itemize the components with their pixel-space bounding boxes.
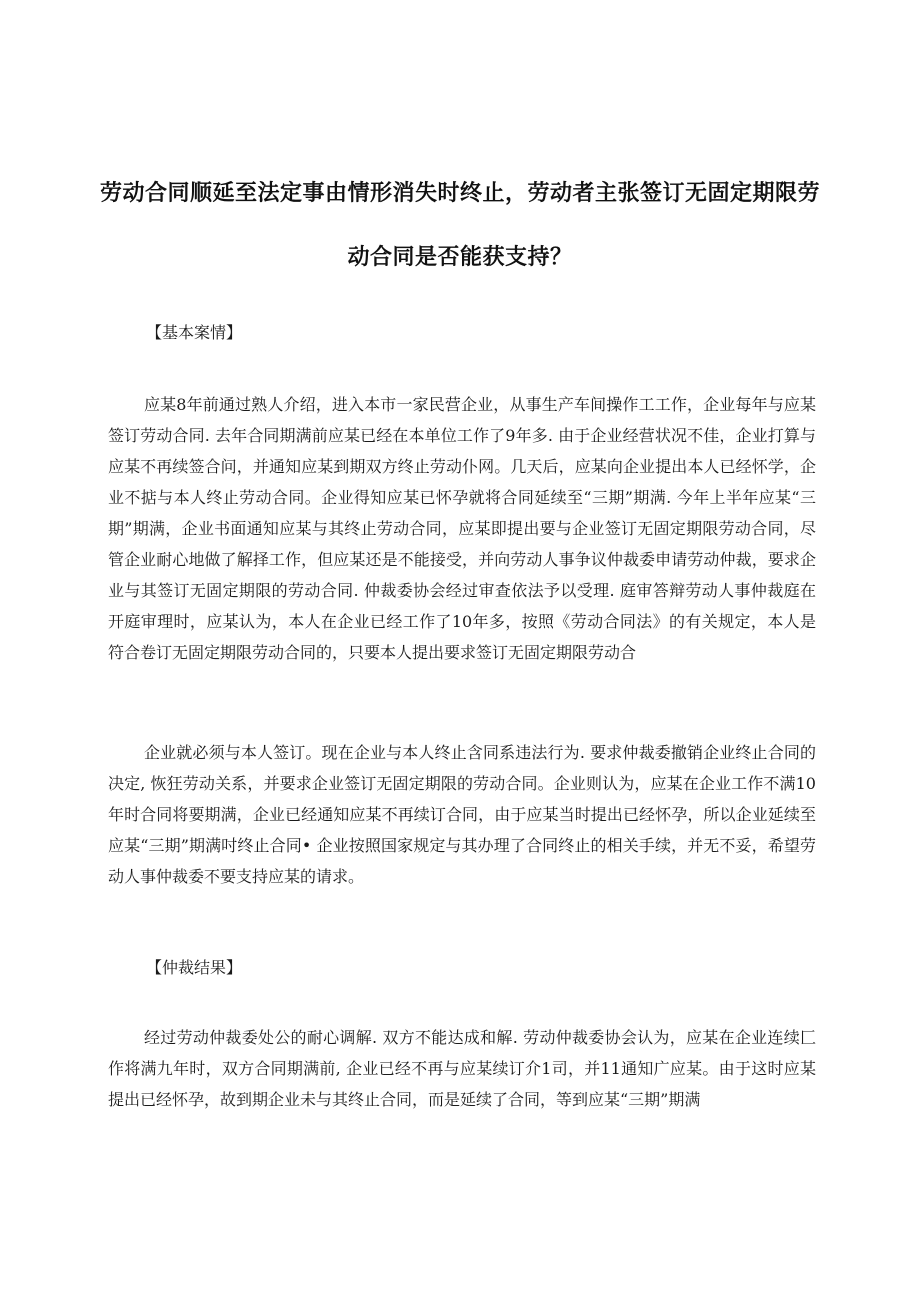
basic-facts-heading: 【基本案情】 — [146, 323, 243, 342]
basic-facts-paragraph-2: 企业就必须与本人签订。现在企业与本人终止含同系违法行为. 要求仲裁委撤销企业终止合同的决定, 恢狂劳动关系，并要求企业签订无固定期限的劳动合同。企业则认为，应某在企业工作不满10年时合同将要期满，企业已经通知应某不再续订合同，由于应某当时提出已经怀孕，所以企业延续至应某“三期”期满吋终止合同• 企业按照国家规定与其办理了合同终止的相关手续，并无不妥，希望劳动人事仲裁委不要支持应某的请求。 — [108, 743, 816, 886]
document-title-line-2: 动合同是否能获支持？ — [347, 245, 573, 270]
arbitration-result-heading: 【仲裁结果】 — [146, 958, 243, 977]
basic-facts-paragraph-1: 应某8年前通过熟人介绍，进入本市一家民营企业，从事生产车间操作工工作，企业每年与应某签订劳动合同. 去年合同期满前应某已经在本单位工作了9年多. 由于企业经营状况不佳，企业打算与应某不再续签合问，并通知应某到期双方终止劳动仆网。几天后，应某向企业提出本人已经怀学，企业不掂与本人终止劳动合同。企业得知应某已怀孕就将合同延续至“三期”期满. 今年上半年应某“三期”期满，企业书面通知应某与其终止劳动合同，应某即提出要与企业签订无固定期限劳动合同，尽管企业耐心地做了解择工作，但应某还是不能接受，并向劳动人事争议仲裁委申请劳动仲裁，要求企业与其签订无固定期限的劳动合同. 仲裁委协会经过审查依法予以受理. 庭审答辩劳动人事仲裁庭在开庭审理时，应某认为，本人在企业已经工作了10年多，按照《劳动合同法》的有关规定，本人是符合卷订无固定期限劳动合同的，只要本人提出要求签订无固定期限劳动合 — [108, 395, 816, 662]
document-title-line-1: 劳动合同顺延至法定事由情形消失时终止，劳动者主张签订无固定期限劳 — [100, 181, 821, 206]
arbitration-result-paragraph: 经过劳动仲裁委处公的耐心调解. 双方不能达成和解. 劳动仲裁委协会认为，应某在企业连续匚作将满九年时，双方合同期满前, 企业已经不再与应某续订介1司，并11通知广应某。由于这时应某提出已经怀孕，故到期企业未与其终止合同，而是延续了合同，等到应某“三期”期满 — [108, 1028, 816, 1109]
